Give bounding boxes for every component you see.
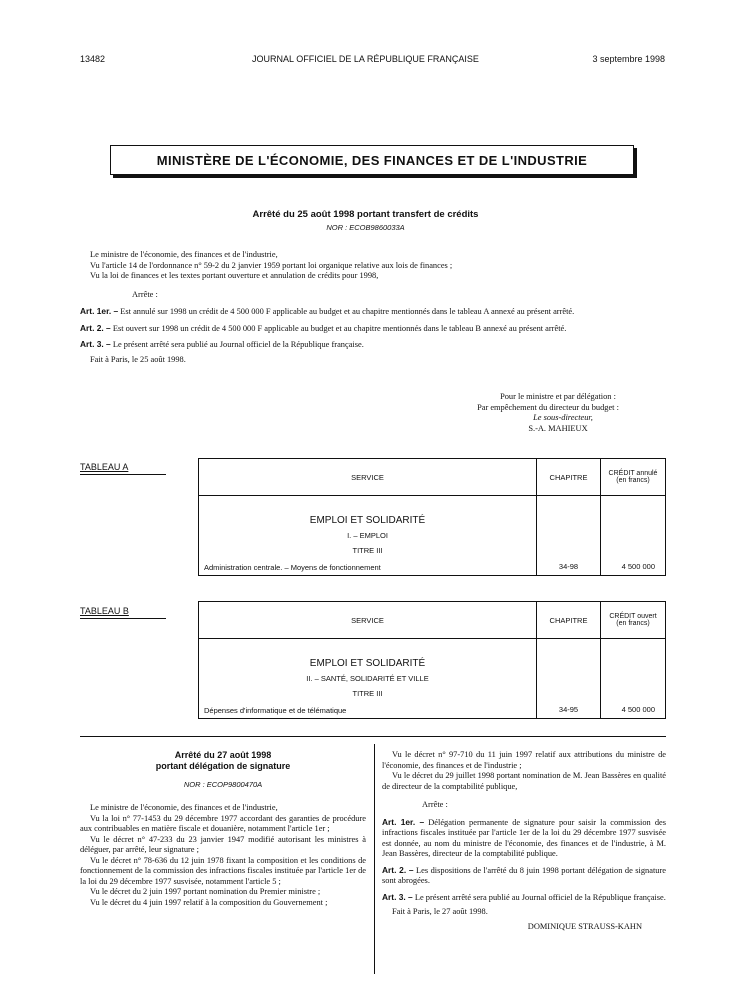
tableau-a — [198, 458, 666, 576]
article-text: Est annulé sur 1998 un crédit de 4 500 000 F applicable au budget et au chapitre mentionnés dans le tableau A annexé au présent arrêté. — [120, 307, 575, 316]
decree1-intro-2: Vu l'article 14 de l'ordonnance n° 59-2 du 2 janvier 1959 portant loi organique relative aux lois de finances ; — [90, 260, 453, 270]
signature-line-1: Pour le ministre et par délégation : — [500, 392, 616, 401]
tableau-a-label: TABLEAU A — [80, 462, 129, 472]
tableau-b — [198, 601, 666, 719]
decree2-fait: Fait à Paris, le 27 août 1998. — [392, 907, 488, 916]
decree1-intro-3: Vu la loi de finances et les textes portant ouverture et annulation de crédits pour 1998, — [90, 271, 379, 280]
article-label: Art. 3. – — [80, 339, 111, 349]
decree2-para: Vu le décret du 29 juillet 1998 portant nomination de M. Jean Bassères en qualité de directeur de la comptabilité publique, — [382, 771, 666, 791]
row-montant: 4 500 000 — [601, 639, 666, 719]
decree2-title-2: portant délégation de signature — [155, 761, 291, 771]
decree1-fait: Fait à Paris, le 25 août 1998. — [90, 354, 186, 364]
decree1-arrete: Arrête : — [132, 289, 158, 299]
decree2-nor: NOR : ECOP9800470A — [183, 780, 263, 789]
decree2-para: Vu le décret n° 78-636 du 12 juin 1978 fixant la composition et les conditions de fonctionnement de la commission des infractions fiscales instituée par l'article 1er de la loi du 29 décembre 1977 susvisée, notamment l'article 5 ; — [80, 855, 366, 886]
decree1-signature — [430, 392, 666, 434]
article-label: Art. 1er. – — [80, 306, 119, 316]
col-service: SERVICE — [199, 602, 537, 639]
journal-title: JOURNAL OFFICIEL DE LA RÉPUBLIQUE FRANÇAISE — [252, 54, 479, 64]
service-cell — [199, 639, 537, 719]
col-chapitre: CHAPITRE — [537, 459, 601, 496]
article-text: Les dispositions de l'arrêté du 8 juin 1998 portant délégation de signature sont abrogées. — [382, 865, 666, 885]
section-title: EMPLOI ET SOLIDARITÉ — [309, 515, 426, 526]
decree2-left-column — [80, 750, 366, 908]
tableau-a-rule — [80, 474, 166, 475]
decree1-body — [80, 250, 666, 365]
row-chapitre: 34-95 — [537, 639, 601, 719]
decree1-nor: NOR : ECOB9860033A — [326, 223, 405, 232]
decree2-right-column — [382, 750, 666, 932]
service-cell — [199, 496, 537, 576]
decree2-article-1 — [382, 817, 666, 860]
row-label: Administration centrale. – Moyens de fonctionnement — [204, 563, 381, 572]
ministry-banner: MINISTÈRE DE L'ÉCONOMIE, DES FINANCES ET DE L'INDUSTRIE — [110, 145, 634, 175]
article-label: Art. 2. – — [80, 322, 111, 333]
issue-date: 3 septembre 1998 — [592, 54, 665, 64]
article-text: Le présent arrêté sera publié au Journal officiel de la République française. — [414, 892, 666, 902]
article-label: Art. 1er. – — [382, 816, 425, 827]
decree2-title-1: Arrêté du 27 août 1998 — [174, 750, 272, 760]
page-number: 13482 — [80, 54, 106, 64]
titre: TITRE III — [352, 689, 383, 698]
col-chapitre: CHAPITRE — [537, 602, 601, 639]
subsection-title: II. – SANTÉ, SOLIDARITÉ ET VILLE — [306, 674, 429, 683]
row-label: Dépenses d'informatique et de télématique — [204, 706, 347, 715]
decree2-article-3 — [382, 892, 666, 904]
article-label: Art. 2. – — [382, 864, 414, 875]
decree2-para: Vu le décret du 4 juin 1997 relatif à la composition du Gouvernement ; — [90, 897, 328, 907]
col-service: SERVICE — [199, 459, 537, 496]
column-divider — [374, 744, 375, 974]
decree2-para: Vu le décret n° 97-710 du 11 juin 1997 relatif aux attributions du ministre de l'économie, des finances et de l'industrie ; — [382, 750, 666, 770]
decree2-article-2 — [382, 865, 666, 887]
col-credit: CRÉDIT annulé (en francs) — [601, 459, 666, 496]
decree2-para: Vu le décret n° 47-233 du 23 janvier 1947 modifié autorisant les ministres à déléguer, par arrêté, leur signature ; — [80, 834, 366, 854]
col-credit: CRÉDIT ouvert (en francs) — [601, 602, 666, 639]
article-text: Est ouvert sur 1998 un crédit de 4 500 000 F applicable au budget et au chapitre mentionnés dans le tableau B annexé au présent arrêté. — [112, 323, 567, 333]
decree1-article-1 — [80, 306, 666, 318]
decree2-left-text — [80, 803, 366, 908]
signature-name: S.-A. MAHIEUX — [528, 423, 588, 433]
tableau-b-rule — [80, 618, 166, 619]
decree2-para: Vu la loi n° 77-1453 du 29 décembre 1977 accordant des garanties de procédure aux contribuables en matière fiscale et douanière, notamment l'article 1er ; — [80, 813, 366, 833]
article-label: Art. 3. – — [382, 891, 413, 902]
tableau-b-label: TABLEAU B — [80, 606, 129, 616]
article-text: Délégation permanente de signature pour saisir la commission des infractions fiscales instituée par l'article 1er de la loi du 29 décembre 1977 susvisée est donnée, au nom du ministre de l'économie, des finances et de l'industrie, à M. Jean Bassères, directeur de la comptabilité publique. — [382, 817, 666, 858]
row-chapitre: 34-98 — [537, 496, 601, 576]
section-divider — [80, 736, 666, 737]
decree1-title: Arrêté du 25 août 1998 portant transfert de crédits — [252, 209, 479, 220]
decree1-article-3 — [80, 339, 666, 351]
decree1-intro-1: Le ministre de l'économie, des finances et de l'industrie, — [90, 250, 278, 259]
decree2-para: Vu le décret du 2 juin 1997 portant nomination du Premier ministre ; — [90, 887, 321, 896]
row-montant: 4 500 000 — [601, 496, 666, 576]
decree1-article-2 — [80, 323, 666, 335]
article-text: Le présent arrêté sera publié au Journal officiel de la République française. — [112, 340, 364, 349]
section-title: EMPLOI ET SOLIDARITÉ — [309, 658, 426, 669]
signature-line-2: Par empêchement du directeur du budget : — [477, 402, 619, 412]
decree2-signature: DOMINIQUE STRAUSS-KAHN — [527, 921, 642, 931]
signature-line-3: Le sous-directeur, — [533, 413, 593, 422]
decree2-arrete: Arrête : — [422, 800, 448, 809]
decree2-para: Le ministre de l'économie, des finances et de l'industrie, — [90, 803, 278, 812]
subsection-title: I. – EMPLOI — [347, 531, 388, 540]
titre: TITRE III — [352, 546, 383, 555]
